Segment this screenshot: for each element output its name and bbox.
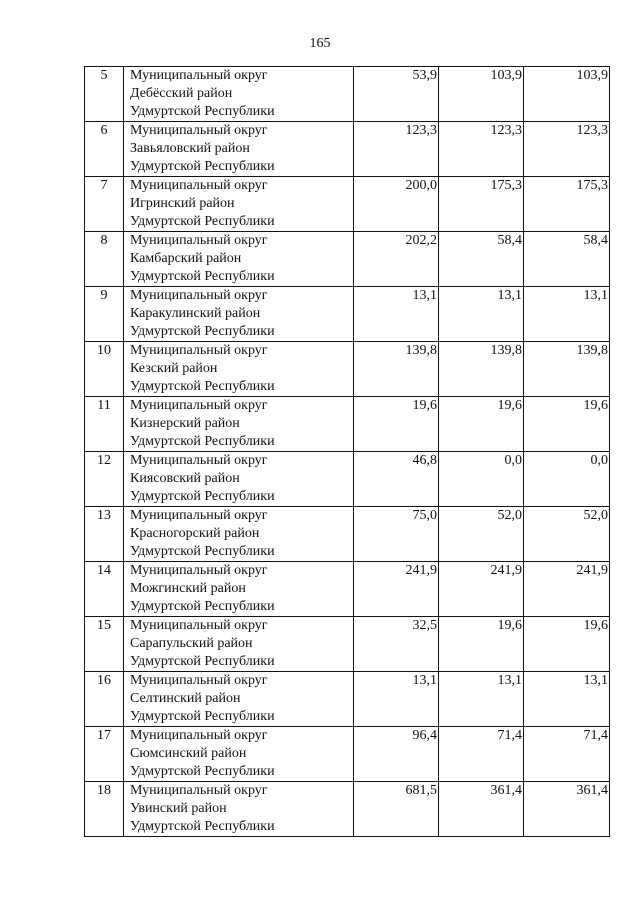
municipality-name-line: Муниципальный округ bbox=[130, 123, 268, 138]
value-cell-1: 13,1 bbox=[354, 672, 439, 727]
municipality-name-line: Камбарский район bbox=[130, 251, 242, 266]
row-number-cell: 5 bbox=[85, 67, 124, 122]
municipality-name-line: Муниципальный округ bbox=[130, 453, 268, 468]
value-cell-2: 19,6 bbox=[439, 617, 524, 672]
municipality-name-line: Муниципальный округ bbox=[130, 178, 268, 193]
municipality-name-line: Удмуртской Республики bbox=[130, 434, 275, 449]
row-number-cell: 8 bbox=[85, 232, 124, 287]
value-cell-2: 175,3 bbox=[439, 177, 524, 232]
municipality-name-line: Удмуртской Республики bbox=[130, 654, 275, 669]
municipality-name-line: Муниципальный округ bbox=[130, 68, 268, 83]
table-row bbox=[85, 67, 610, 122]
value-cell-3: 58,4 bbox=[524, 232, 610, 287]
municipality-name-cell bbox=[124, 562, 354, 617]
value-cell-3: 13,1 bbox=[524, 287, 610, 342]
value-cell-2: 361,4 bbox=[439, 782, 524, 837]
value-cell-1: 241,9 bbox=[354, 562, 439, 617]
value-cell-1: 139,8 bbox=[354, 342, 439, 397]
municipality-name-cell bbox=[124, 452, 354, 507]
municipality-name-cell bbox=[124, 397, 354, 452]
value-cell-2: 139,8 bbox=[439, 342, 524, 397]
table-row bbox=[85, 232, 610, 287]
municipality-name-line: Муниципальный округ bbox=[130, 343, 268, 358]
value-cell-1: 202,2 bbox=[354, 232, 439, 287]
value-cell-2: 58,4 bbox=[439, 232, 524, 287]
row-number-cell: 11 bbox=[85, 397, 124, 452]
row-number-cell: 10 bbox=[85, 342, 124, 397]
table-row bbox=[85, 342, 610, 397]
value-cell-2: 0,0 bbox=[439, 452, 524, 507]
value-cell-2: 103,9 bbox=[439, 67, 524, 122]
value-cell-2: 241,9 bbox=[439, 562, 524, 617]
municipality-name-line: Муниципальный округ bbox=[130, 288, 268, 303]
value-cell-1: 681,5 bbox=[354, 782, 439, 837]
municipality-name-line: Красногорский район bbox=[130, 526, 260, 541]
value-cell-1: 200,0 bbox=[354, 177, 439, 232]
municipality-name-cell bbox=[124, 672, 354, 727]
row-number-cell: 13 bbox=[85, 507, 124, 562]
municipality-name-cell bbox=[124, 507, 354, 562]
row-number-cell: 7 bbox=[85, 177, 124, 232]
table-row bbox=[85, 507, 610, 562]
municipality-name-line: Удмуртской Республики bbox=[130, 269, 275, 284]
municipality-name-line: Муниципальный округ bbox=[130, 673, 268, 688]
table-row bbox=[85, 617, 610, 672]
value-cell-3: 139,8 bbox=[524, 342, 610, 397]
table-body bbox=[85, 67, 610, 837]
value-cell-3: 19,6 bbox=[524, 617, 610, 672]
municipality-name-line: Кизнерский район bbox=[130, 416, 240, 431]
municipality-name-line: Удмуртской Республики bbox=[130, 159, 275, 174]
municipality-name-cell bbox=[124, 177, 354, 232]
value-cell-3: 0,0 bbox=[524, 452, 610, 507]
row-number-cell: 18 bbox=[85, 782, 124, 837]
table-row bbox=[85, 287, 610, 342]
municipality-name-line: Муниципальный округ bbox=[130, 618, 268, 633]
value-cell-3: 13,1 bbox=[524, 672, 610, 727]
municipality-name-line: Киясовский район bbox=[130, 471, 240, 486]
municipality-name-line: Муниципальный округ bbox=[130, 728, 268, 743]
municipality-name-line: Муниципальный округ bbox=[130, 508, 268, 523]
value-cell-1: 123,3 bbox=[354, 122, 439, 177]
municipality-name-line: Можгинский район bbox=[130, 581, 246, 596]
table-row bbox=[85, 452, 610, 507]
table-row bbox=[85, 672, 610, 727]
municipality-name-line: Удмуртской Республики bbox=[130, 819, 275, 834]
table-row bbox=[85, 727, 610, 782]
municipality-name-line: Муниципальный округ bbox=[130, 233, 268, 248]
municipality-name-line: Удмуртской Республики bbox=[130, 489, 275, 504]
municipality-name-cell bbox=[124, 232, 354, 287]
value-cell-1: 96,4 bbox=[354, 727, 439, 782]
table-row bbox=[85, 177, 610, 232]
row-number-cell: 6 bbox=[85, 122, 124, 177]
municipality-name-line: Муниципальный округ bbox=[130, 398, 268, 413]
table-row bbox=[85, 562, 610, 617]
municipality-name-line: Каракулинский район bbox=[130, 306, 261, 321]
value-cell-3: 361,4 bbox=[524, 782, 610, 837]
row-number-cell: 17 bbox=[85, 727, 124, 782]
municipality-name-cell bbox=[124, 67, 354, 122]
municipality-name-cell bbox=[124, 782, 354, 837]
municipality-name-line: Удмуртской Республики bbox=[130, 544, 275, 559]
value-cell-2: 19,6 bbox=[439, 397, 524, 452]
budget-table bbox=[84, 66, 610, 837]
row-number-cell: 15 bbox=[85, 617, 124, 672]
municipality-name-line: Муниципальный округ bbox=[130, 563, 268, 578]
value-cell-3: 71,4 bbox=[524, 727, 610, 782]
municipality-name-line: Дебёсский район bbox=[130, 86, 233, 101]
municipality-name-line: Удмуртской Республики bbox=[130, 379, 275, 394]
value-cell-1: 75,0 bbox=[354, 507, 439, 562]
value-cell-1: 46,8 bbox=[354, 452, 439, 507]
municipality-name-cell bbox=[124, 727, 354, 782]
value-cell-2: 13,1 bbox=[439, 672, 524, 727]
municipality-name-cell bbox=[124, 287, 354, 342]
table-row bbox=[85, 122, 610, 177]
municipality-name-line: Кезский район bbox=[130, 361, 218, 376]
municipality-name-line: Муниципальный округ bbox=[130, 783, 268, 798]
municipality-name-line: Удмуртской Республики bbox=[130, 764, 275, 779]
municipality-name-line: Сарапульский район bbox=[130, 636, 253, 651]
value-cell-3: 103,9 bbox=[524, 67, 610, 122]
value-cell-1: 19,6 bbox=[354, 397, 439, 452]
value-cell-1: 13,1 bbox=[354, 287, 439, 342]
row-number-cell: 16 bbox=[85, 672, 124, 727]
row-number-cell: 9 bbox=[85, 287, 124, 342]
value-cell-2: 71,4 bbox=[439, 727, 524, 782]
value-cell-1: 53,9 bbox=[354, 67, 439, 122]
municipality-name-line: Удмуртской Республики bbox=[130, 324, 275, 339]
municipality-name-line: Удмуртской Республики bbox=[130, 214, 275, 229]
value-cell-3: 52,0 bbox=[524, 507, 610, 562]
value-cell-3: 241,9 bbox=[524, 562, 610, 617]
value-cell-3: 123,3 bbox=[524, 122, 610, 177]
row-number-cell: 12 bbox=[85, 452, 124, 507]
value-cell-3: 19,6 bbox=[524, 397, 610, 452]
municipality-name-line: Удмуртской Республики bbox=[130, 599, 275, 614]
table-row bbox=[85, 397, 610, 452]
value-cell-3: 175,3 bbox=[524, 177, 610, 232]
municipality-name-line: Сюмсинский район bbox=[130, 746, 247, 761]
municipality-name-cell bbox=[124, 617, 354, 672]
page-number: 165 bbox=[309, 36, 331, 51]
municipality-name-line: Игринский район bbox=[130, 196, 235, 211]
value-cell-1: 32,5 bbox=[354, 617, 439, 672]
municipality-name-line: Завьяловский район bbox=[130, 141, 250, 156]
value-cell-2: 52,0 bbox=[439, 507, 524, 562]
municipality-name-line: Увинский район bbox=[130, 801, 227, 816]
municipality-name-cell bbox=[124, 342, 354, 397]
municipality-name-line: Селтинский район bbox=[130, 691, 241, 706]
municipality-name-line: Удмуртской Республики bbox=[130, 104, 275, 119]
value-cell-2: 123,3 bbox=[439, 122, 524, 177]
municipality-name-cell bbox=[124, 122, 354, 177]
table-row bbox=[85, 782, 610, 837]
municipality-name-line: Удмуртской Республики bbox=[130, 709, 275, 724]
value-cell-2: 13,1 bbox=[439, 287, 524, 342]
row-number-cell: 14 bbox=[85, 562, 124, 617]
